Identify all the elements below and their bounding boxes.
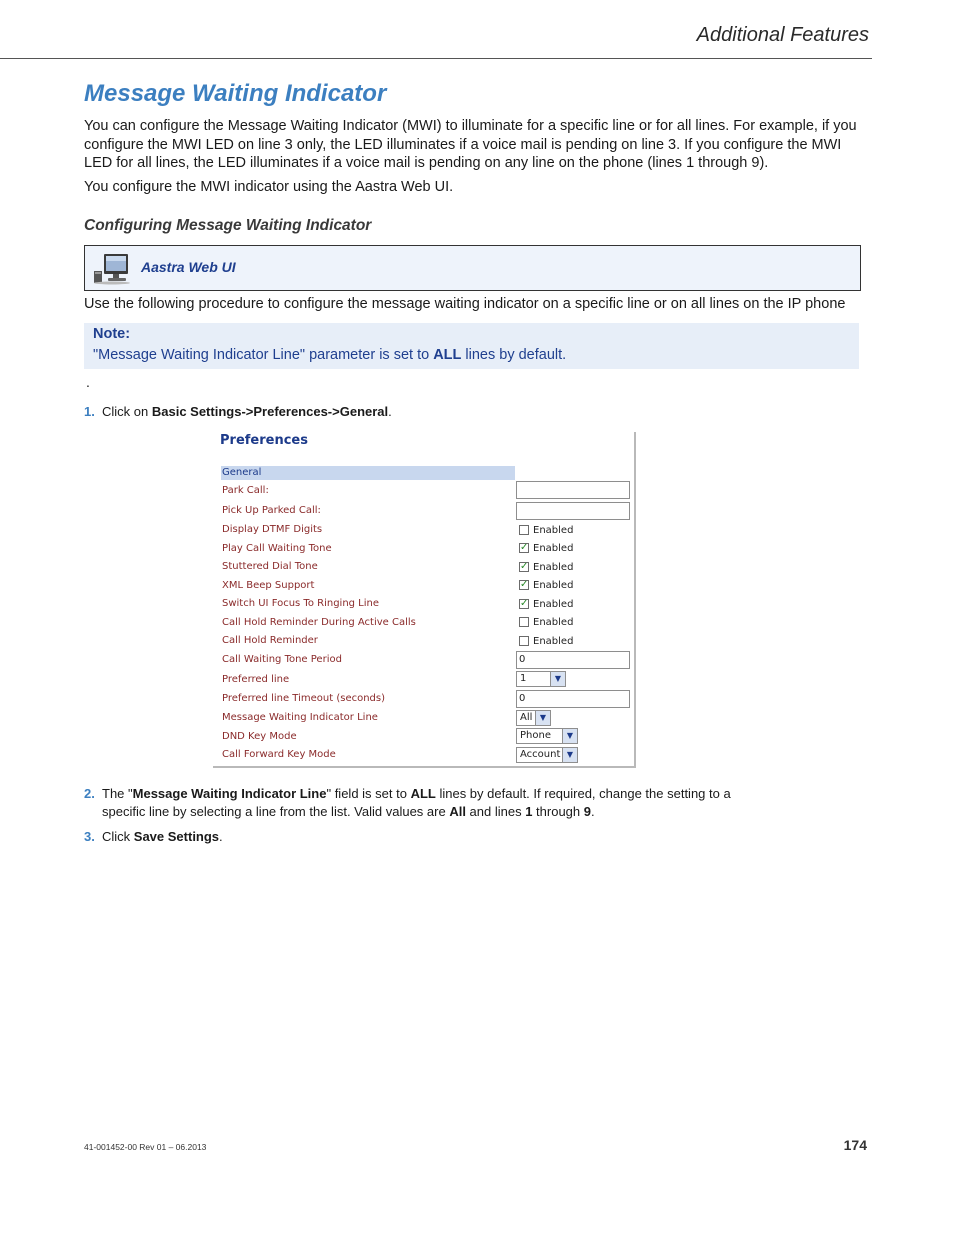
select-value: Account [520,749,561,760]
preferences-screenshot [213,432,636,768]
checkbox-label: Enabled [533,562,574,573]
checkbox-label: Enabled [533,580,574,591]
note-text-start: "Message Waiting Indicator Line" parameter is set to [93,347,434,363]
select-value: 1 [520,673,527,684]
checkbox-label: Enabled [533,543,574,554]
select-value: Phone [520,730,551,741]
play-call-waiting-tone-checkbox[interactable]: ✓ [520,542,529,553]
label-pick-up-parked-call: Pick Up Parked Call: [222,505,321,516]
step-text [102,828,772,846]
page-title: Message Waiting Indicator [84,80,387,107]
step-number: 2. [84,786,95,801]
mwi-line-select[interactable] [516,710,551,726]
label-play-call-waiting-tone: Play Call Waiting Tone [222,543,332,554]
section-subheading: Configuring Message Waiting Indicator [84,217,372,234]
select-value: All [520,712,533,723]
step-text-part: The " [102,786,133,801]
step-text-part: Click on [102,404,152,419]
step-text [102,403,772,421]
step-text-bold: Message Waiting Indicator Line [132,786,327,801]
call-forward-key-mode-select[interactable] [516,747,578,763]
menu-path: Basic Settings->Preferences->General [151,404,389,419]
intro-paragraph-1: You can configure the Message Waiting Indicator (MWI) to illuminate for a specific line or for all lines. For example, if you configure the MWI LED on line 3 only, the LED illuminates if a voice mail is pending on line 3. If you configure the MWI LED for all lines, the LED illuminates if a voice mail is pending on any line on the phone (lines 1 through 9). [84,118,857,171]
step-text-bold: ALL [410,786,436,801]
header-divider [0,58,872,59]
running-header: Additional Features [696,24,869,46]
step-number: 3. [84,829,95,844]
step-text-part: . [591,803,595,819]
call-hold-reminder-active-checkbox[interactable] [519,617,529,627]
label-display-dtmf-digits: Display DTMF Digits [222,524,323,535]
web-ui-label: Aastra Web UI [141,259,236,275]
xml-beep-support-checkbox[interactable]: ✓ [520,579,529,590]
pick-up-parked-call-input[interactable] [516,502,630,520]
step-text-part: lines by default. If required, change the setting to a specific line by selecting a line from the list. Valid values are [102,786,731,819]
section-header-general: General [221,466,515,480]
label-call-hold-reminder: Call Hold Reminder [222,635,318,646]
label-preferred-line: Preferred line [222,674,290,685]
chevron-down-icon: ▼ [562,729,577,743]
park-call-input[interactable] [516,481,630,499]
preferred-line-timeout-input[interactable]: 0 [516,690,630,708]
label-dnd-key-mode: DND Key Mode [222,731,297,742]
step-text-part: through [532,803,584,819]
stray-period: . [86,374,90,390]
note-title: Note: [93,326,131,342]
label-mwi-line: Message Waiting Indicator Line [222,712,378,723]
display-dtmf-digits-checkbox[interactable] [519,525,529,535]
step-text-part: . [219,829,223,844]
chevron-down-icon: ▼ [550,672,565,686]
step-text-bold: 1 [525,803,533,819]
web-ui-callout [84,245,861,291]
chevron-down-icon: ▼ [562,748,577,762]
step-text-bold: All [449,803,466,819]
step-number: 1. [84,404,95,419]
label-switch-ui-focus: Switch UI Focus To Ringing Line [222,598,380,609]
preferences-title: Preferences [220,433,308,448]
step-text-bold: Save Settings [133,829,220,844]
step-text [102,785,772,820]
computer-monitor-icon [92,251,132,285]
dnd-key-mode-select[interactable] [516,728,578,744]
label-park-call: Park Call: [222,485,269,496]
procedure-intro: Use the following procedure to configure the message waiting indicator on a specific line or on all lines on the IP phone [84,296,846,312]
chevron-down-icon: ▼ [535,711,550,725]
step-text-bold: 9 [583,803,591,819]
stuttered-dial-tone-checkbox[interactable]: ✓ [520,561,529,572]
preferred-line-select[interactable] [516,671,566,687]
label-xml-beep-support: XML Beep Support [222,580,315,591]
call-waiting-tone-period-input[interactable]: 0 [516,651,630,669]
note-text-end: lines by default. [461,347,567,363]
switch-ui-focus-checkbox[interactable]: ✓ [520,598,529,609]
page-number: 174 [843,1137,867,1153]
step-text-part: . [388,404,392,419]
note-text-bold: ALL [433,347,462,363]
label-stuttered-dial-tone: Stuttered Dial Tone [222,561,318,572]
label-call-hold-reminder-active: Call Hold Reminder During Active Calls [222,617,416,628]
call-hold-reminder-checkbox[interactable] [519,636,529,646]
note-text [93,347,566,363]
checkbox-label: Enabled [533,617,574,628]
step-text-part: " field is set to [326,786,411,801]
step-text-part: Click [102,829,134,844]
intro-paragraph-2: You configure the MWI indicator using the Aastra Web UI. [84,179,454,195]
document-id: 41-001452-00 Rev 01 – 06.2013 [84,1142,207,1152]
checkbox-label: Enabled [533,525,574,536]
note-box [84,323,859,369]
label-call-forward-key-mode: Call Forward Key Mode [222,749,336,760]
label-preferred-line-timeout: Preferred line Timeout (seconds) [222,693,386,704]
step-text-part: and lines [465,803,526,819]
checkbox-label: Enabled [533,599,574,610]
label-call-waiting-tone-period: Call Waiting Tone Period [222,654,342,665]
checkbox-label: Enabled [533,636,574,647]
